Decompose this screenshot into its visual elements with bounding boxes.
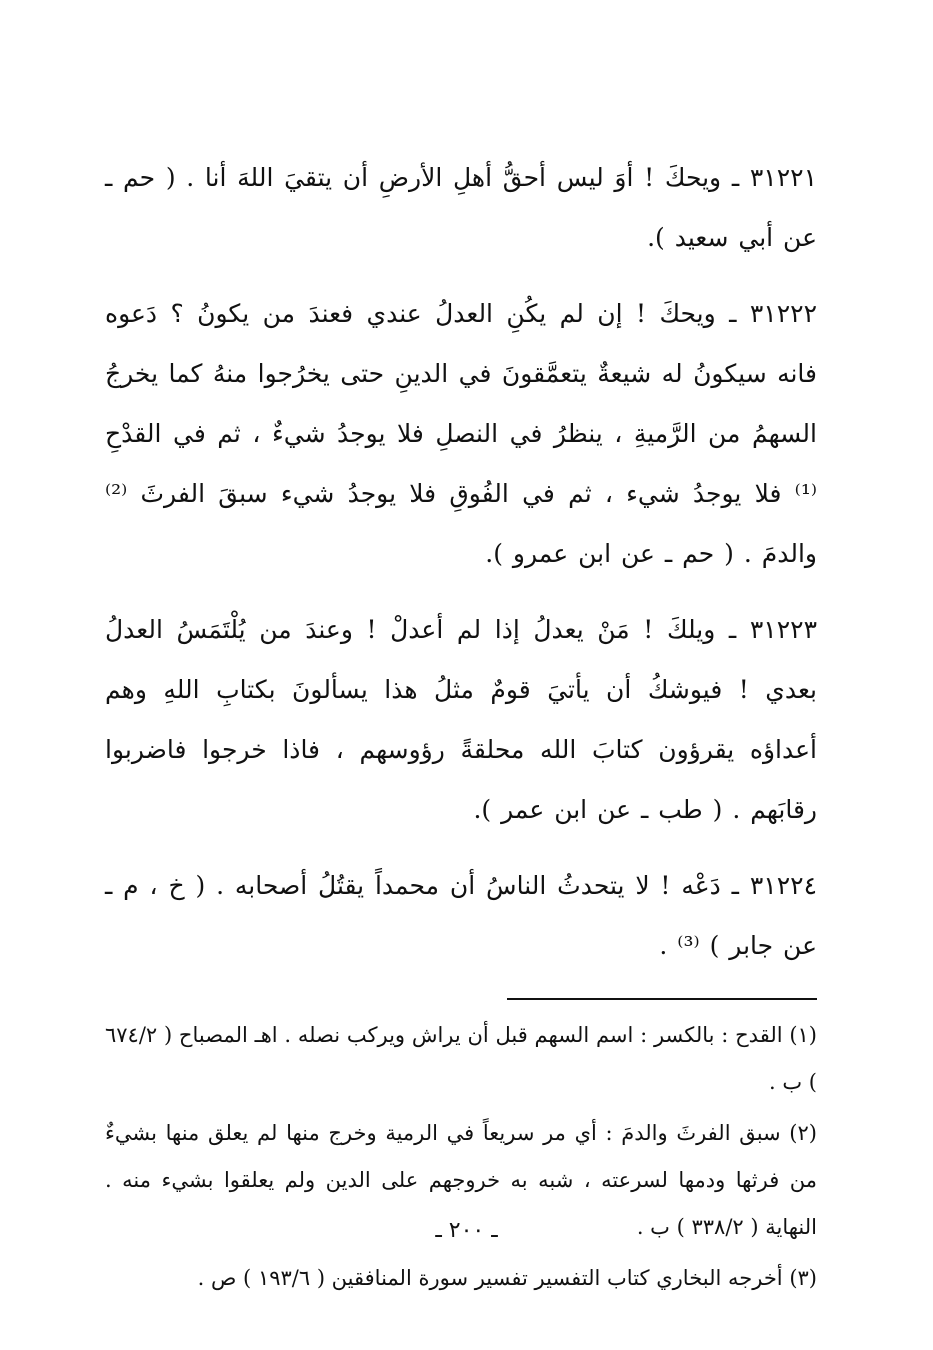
hadith-entry-31221 xyxy=(105,148,817,268)
hadith-entry-31223 xyxy=(105,600,817,840)
hadith-text: ٣١٢٢٣ ـ ويلكَ ! مَنْ يعدلُ إذا لم أعدلْ ! وعندَ من يُلْتَمَسُ العدلُ بعدي ! فيوشكُ أن يأتيَ قومٌ مثلُ هذا يسألونَ بكتابِ اللهِ وهم أعداؤه يقرؤون كتابَ الله محلقةً رؤوسهم ، فاذا خرجوا فاضربوا رقابَهم . ( طب ـ عن ابن عمر ). xyxy=(105,615,817,824)
footnote-separator xyxy=(507,998,817,1000)
hadith-text: ٣١٢٢٤ ـ دَعْه ! لا يتحدثُ الناسُ أن محمداً يقتُلُ أصحابه . ( خ ، م ـ عن جابر ) ⁽³⁾ . xyxy=(105,871,817,960)
hadith-entry-31222 xyxy=(105,284,817,584)
footnote-separator-wrap xyxy=(105,992,817,1012)
page-number: ـ ٢٠٠ ـ xyxy=(435,1218,498,1243)
footnote-1: (١) القدح : بالكسر : اسم السهم قبل أن يراش ويركب نصله . اهـ المصباح ( ٦٧٤/٢ ) ب . xyxy=(105,1023,817,1094)
footnote-3: (٣) أخرجه البخاري كتاب التفسير تفسير سورة المنافقين ( ١٩٣/٦ ) ص . xyxy=(197,1266,817,1290)
footnote-2: (٢) سبق الفرثَ والدمَ : أي مر سريعاً في الرمية وخرج منها لم يعلق منها بشيءٌ من فرثها ودمها لسرعته ، شبه به خروجهم على الدين ولم يعلقوا بشيء منه . النهاية ( ٣٣٨/٢ ) ب . xyxy=(105,1121,817,1239)
hadith-text: ٣١٢٢٢ ـ ويحكَ ! إن لم يكُنِ العدلُ عندي فعندَ من يكونُ ؟ دَعوه فانه سيكونُ له شيعةٌ يتعمَّقونَ في الدينِ حتى يخرُجوا منهُ كما يخرجُ السهمُ من الرَّميةِ ، ينظرُ في النصلِ فلا يوجدُ شيءٌ ، ثم في القدْحِ ⁽¹⁾ فلا يوجدُ شيء ، ثم في الفُوقِ فلا يوجدُ شيء سبقَ الفرثَ ⁽²⁾ والدمَ . ( حم ـ عن ابن عمرو ). xyxy=(105,299,817,568)
hadith-entry-31224 xyxy=(105,856,817,976)
hadith-text: ٣١٢٢١ ـ ويحكَ ! أوَ ليس أحقُّ أهلِ الأرضِ أن يتقيَ اللهَ أنا . ( حم ـ عن أبي سعيد ). xyxy=(105,163,817,252)
page-body xyxy=(105,148,817,1306)
